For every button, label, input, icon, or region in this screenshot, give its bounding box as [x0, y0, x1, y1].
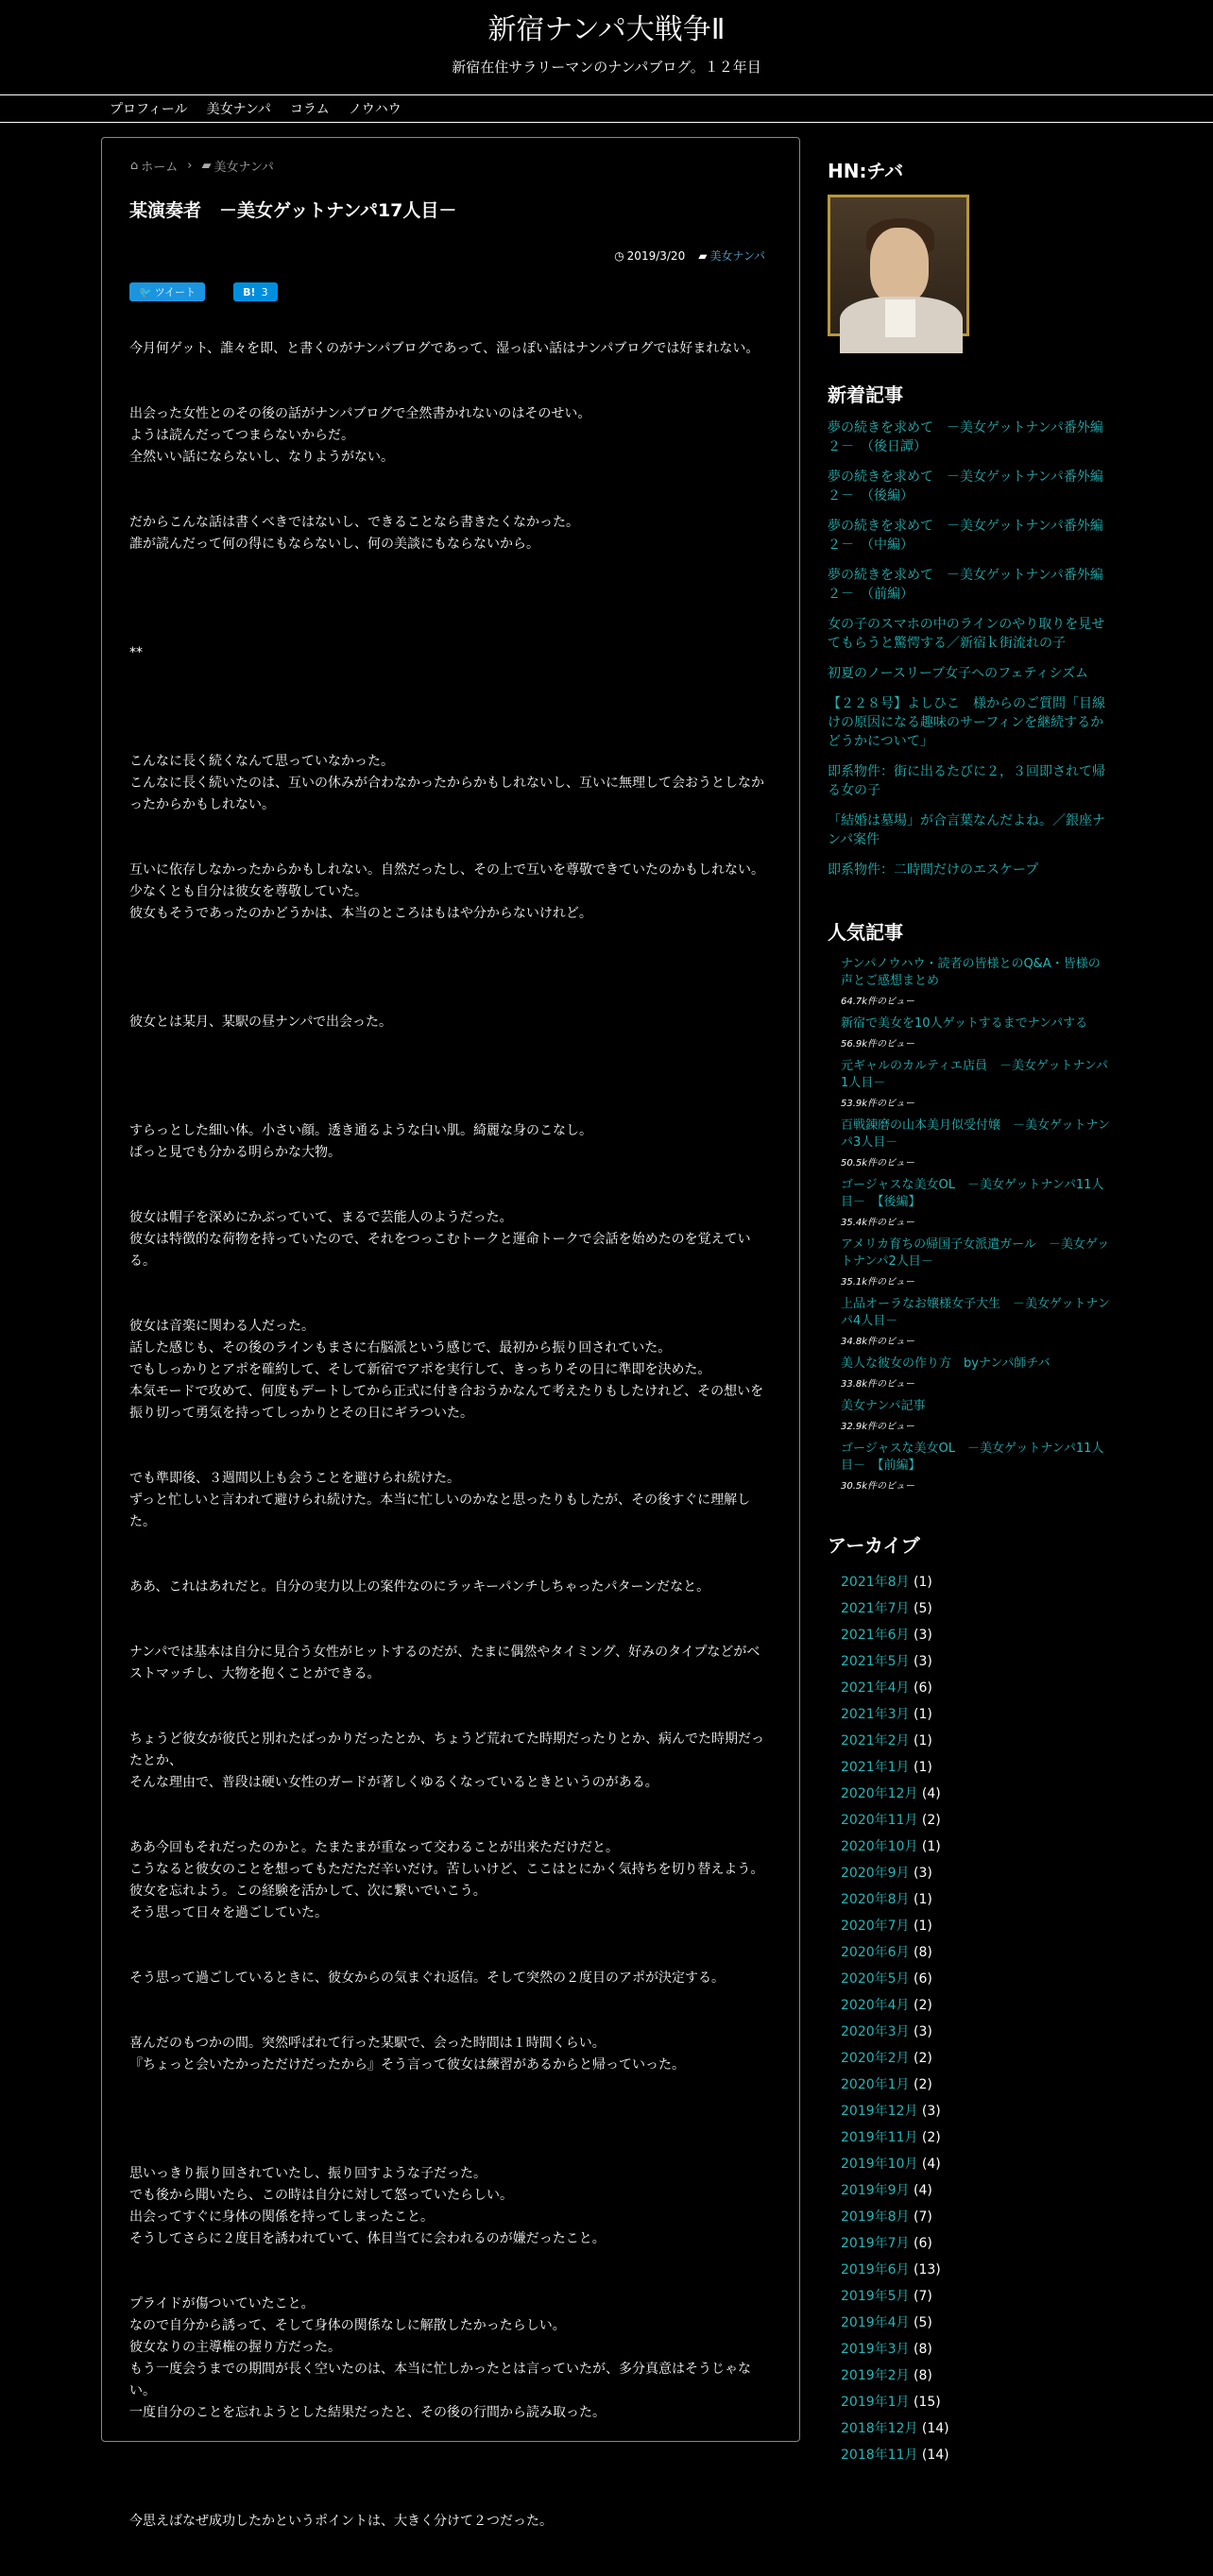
archive-count: (1) — [914, 1575, 932, 1590]
recent-post-link[interactable]: 夢の続きを求めて －美女ゲットナンパ番外編２－ （中編） — [828, 519, 1103, 553]
breadcrumb — [130, 157, 274, 175]
archive-item — [841, 1966, 1111, 1992]
archive-count: (2) — [914, 2051, 932, 2066]
article-paragraph: 今月何ゲット、誰々を即、と書くのがナンパブログであって、湿っぽい話はナンパブログでは好まれない。 — [129, 341, 760, 356]
archive-item — [841, 2257, 1111, 2283]
archive-item — [841, 2045, 1111, 2072]
archive-count: (14) — [921, 2421, 949, 2436]
archive-link[interactable]: 2020年4月 — [841, 1998, 910, 2013]
archive-link[interactable]: 2020年6月 — [841, 1945, 910, 1960]
archive-count: (4) — [914, 2183, 932, 2198]
popular-post-link[interactable]: 上品オーラなお嬢様女子大生 －美女ゲットナンパ4人目－ — [841, 1297, 1110, 1328]
recent-post-link[interactable]: 即系物件：二時間だけのエスケープ — [828, 862, 1039, 878]
archive-item — [841, 2389, 1111, 2415]
archive-item — [841, 2204, 1111, 2230]
view-count: 64.7k件のビュー — [841, 997, 915, 1007]
archive-link[interactable]: 2021年4月 — [841, 1680, 910, 1696]
folder-icon: ▰ — [698, 249, 708, 263]
hatena-label: B! — [243, 285, 256, 299]
archive-item — [841, 2336, 1111, 2363]
archive-item — [841, 2019, 1111, 2045]
archive-item — [841, 2283, 1111, 2310]
article-paragraph: 思いっきり振り回されていたし、振り回すような子だった。 でも後から聞いたら、この時は自分に対して怒っていたらしい。 出会ってすぐに身体の関係を持ってしまったこと。 そうしてさらに２度目を誘われていて、体目当てに会われるのが嫌だったこと。 — [129, 2166, 606, 2246]
article-paragraph: 彼女は帽子を深めにかぶっていて、まるで芸能人のようだった。 彼女は特徴的な荷物を持っていたので、それをつっこむトークと運命トークで会話を始めたのを覚えている。 — [129, 1210, 751, 1269]
archive-count: (1) — [914, 1733, 932, 1749]
view-count: 35.4k件のビュー — [841, 1218, 915, 1228]
breadcrumb-category[interactable]: 美女ナンパ — [214, 161, 274, 175]
archive-item — [841, 1992, 1111, 2019]
article-paragraph: 互いに依存しなかったからかもしれない。自然だったし、その上で互いを尊敬できていたのかもしれない。 少なくとも自分は彼女を尊敬していた。 彼女もそうであったのかどうかは、本当のところはもはや分からないけれど。 — [129, 862, 764, 921]
archive-link[interactable]: 2019年4月 — [841, 2315, 910, 2330]
article-container — [101, 137, 800, 2529]
post-date: 2019/3/20 — [626, 248, 686, 263]
view-count: 56.9k件のビュー — [841, 1039, 915, 1049]
article-paragraph: ああ今回もそれだったのかと。たまたまが重なって交わることが出来ただけだと。 こうなると彼女のことを想ってもただただ辛いだけ。苦しいけど、ここはとにかく気持ちを切り替えよう。 彼女を忘れよう。この経験を活かして、次に繋いでいこう。 そう思って日々を過ごしていた。 — [129, 1840, 764, 1920]
archive-item — [841, 1807, 1111, 1834]
archive-count: (7) — [914, 2289, 932, 2304]
recent-post-link[interactable]: 夢の続きを求めて －美女ゲットナンパ番外編２－ （後編） — [828, 469, 1103, 503]
profile-title: HN:チバ — [828, 160, 904, 182]
archive-link[interactable]: 2020年5月 — [841, 1971, 910, 1987]
article-paragraph: 今思えばなぜ成功したかというポイントは、大きく分けて２つだった。 — [129, 2514, 553, 2529]
article-paragraph: こんなに長く続くなんて思っていなかった。 こんなに長く続いたのは、互いの休みが合わなかったからかもしれないし、互いに無理して会おうとしなかったからかもしれない。 — [129, 754, 764, 812]
article-paragraph: すらっとした細い体。小さい顔。透き通るような白い肌。綺麗な身のこなし。 ぱっと見でも分かる明らかな大物。 — [129, 1123, 592, 1160]
article-paragraph: ナンパでは基本は自分に見合う女性がヒットするのだが、たまに偶然やタイミング、好みのタイプなどがベストマッチし、大物を抱くことができる。 — [129, 1645, 760, 1681]
archive-item — [841, 2310, 1111, 2336]
archive-item — [841, 2230, 1111, 2257]
folder-icon: ▰ — [201, 159, 212, 173]
popular-post-link[interactable]: 美人な彼女の作り方 byナンパ師チバ — [841, 1356, 1051, 1371]
breadcrumb-home[interactable]: ホーム — [141, 161, 179, 175]
archive-item — [841, 1913, 1111, 1939]
archive-link[interactable]: 2020年3月 — [841, 2024, 910, 2039]
archive-link[interactable]: 2019年12月 — [841, 2104, 918, 2119]
archive-link[interactable]: 2020年10月 — [841, 1839, 918, 1854]
archive-count: (2) — [921, 2130, 941, 2145]
nav-item-profile[interactable]: プロフィール — [110, 102, 188, 117]
archive-count: (14) — [921, 2448, 949, 2463]
popular-post-link[interactable]: 百戦錬磨の山本美月似受付嬢 －美女ゲットナンパ3人目－ — [841, 1118, 1110, 1150]
archive-count: (1) — [914, 1707, 932, 1722]
archive-item — [841, 1781, 1111, 1807]
article-paragraph: 出会った女性とのその後の話がナンパブログで全然書かれないのはそのせい。 ようは読んだってつまらないからだ。 全然いい話にならないし、なりようがない。 — [129, 406, 591, 465]
recent-post-link[interactable]: 夢の続きを求めて －美女ゲットナンパ番外編２－ （前編） — [828, 568, 1103, 602]
recent-posts-title: 新着記事 — [828, 384, 903, 406]
twitter-bird-icon: 🐦 — [139, 285, 152, 299]
article-paragraph: 彼女は音楽に関わる人だった。 話した感じも、その後のラインもまさに右脳派という感じで、最初から振り回されていた。 でもしっかりとアポを確約して、そして新宿でアポを実行して、きっちりその日に準即を決めた。 本気モードで攻めて、何度もデートしてから正式に付き合おうかなんて考えたりもしたけれど、その想いを振り切って勇気を持ってしっかりとその日にギラついた。 — [129, 1319, 764, 1421]
archive-link[interactable]: 2019年6月 — [841, 2262, 910, 2277]
archive-link[interactable]: 2021年5月 — [841, 1654, 910, 1669]
archive-link[interactable]: 2019年11月 — [841, 2130, 918, 2145]
archive-link[interactable]: 2019年10月 — [841, 2157, 918, 2172]
popular-posts-list — [828, 956, 1111, 1493]
archive-count: (6) — [914, 1971, 932, 1987]
archive-item — [841, 2415, 1111, 2442]
archive-link[interactable]: 2019年2月 — [841, 2368, 910, 2383]
popular-post-link[interactable]: 新宿で美女を10人ゲットするまでナンパする — [841, 1016, 1088, 1031]
archive-link[interactable]: 2020年11月 — [841, 1813, 918, 1828]
hatena-count: 3 — [261, 285, 268, 299]
archive-link[interactable]: 2020年9月 — [841, 1866, 910, 1881]
article-body — [129, 338, 768, 2576]
popular-post-link[interactable]: 美女ナンパ記事 — [841, 1399, 926, 1413]
archive-count: (3) — [914, 1654, 932, 1669]
article-paragraph: プライドが傷ついていたこと。 なので自分から誘って、そして身体の関係なしに解散したかったらしい。 彼女なりの主導権の握り方だった。 もう一度会うまでの期間が長く空いたのは、本当に忙しかったとは言っていたが、多分真意はそうじゃない。 一度自分のことを忘れようとした結果だったと、その後の行間から読み取った。 — [129, 2296, 751, 2420]
archive-link[interactable]: 2019年5月 — [841, 2289, 910, 2304]
archive-link[interactable]: 2021年6月 — [841, 1628, 910, 1643]
clock-icon: ◷ — [614, 248, 624, 263]
archive-count: (15) — [914, 2395, 941, 2410]
global-nav — [0, 94, 1213, 123]
view-count: 53.9k件のビュー — [841, 1099, 915, 1109]
archive-link[interactable]: 2019年1月 — [841, 2395, 910, 2410]
sidebar — [828, 137, 1111, 2468]
archive-item — [841, 1939, 1111, 1966]
archive-count: (5) — [914, 1601, 932, 1616]
archive-item — [841, 1622, 1111, 1648]
archive-link[interactable]: 2019年7月 — [841, 2236, 910, 2251]
nav-item-knowhow[interactable]: ノウハウ — [348, 102, 401, 117]
view-count: 33.8k件のビュー — [841, 1379, 915, 1390]
archive-item — [841, 2177, 1111, 2204]
nav-item-beauty-nanpa[interactable]: 美女ナンパ — [206, 102, 271, 117]
popular-post-link[interactable]: ゴージャスな美女OL －美女ゲットナンパ11人目－ 【前編】 — [841, 1442, 1104, 1473]
archive-link[interactable]: 2021年3月 — [841, 1707, 910, 1722]
archive-link[interactable]: 2021年1月 — [841, 1760, 910, 1775]
recent-post-link[interactable]: 【２２８号】よしひこ 様からのご質問「目線けの原因になる趣味のサーフィンを継続するかどうかについて」 — [828, 696, 1105, 749]
article-paragraph: でも準即後、３週間以上も会うことを避けられ続けた。 ずっと忙しいと言われて避けられ続けた。本当に忙しいのかなと思ったりもしたが、その後すぐに理解した。 — [129, 1471, 751, 1529]
view-count: 30.5k件のビュー — [841, 1481, 915, 1492]
popular-post-link[interactable]: ナンパノウハウ・読者の皆様とのQ&A・皆様の声とご感想まとめ — [841, 957, 1101, 988]
archive-link[interactable]: 2019年9月 — [841, 2183, 910, 2198]
archive-title: アーカイブ — [828, 1534, 920, 1557]
archive-count: (1) — [914, 1892, 932, 1907]
archive-link[interactable]: 2020年7月 — [841, 1919, 910, 1934]
archive-count: (5) — [914, 2315, 932, 2330]
archive-count: (8) — [914, 2342, 932, 2357]
archive-count: (8) — [914, 1945, 932, 1960]
archive-link[interactable]: 2019年8月 — [841, 2209, 910, 2225]
article-paragraph: だからこんな話は書くべきではないし、できることなら書きたくなかった。 誰が読んだって何の得にもならないし、何の美談にもならないから。 — [129, 515, 579, 552]
archive-item — [841, 2363, 1111, 2389]
recent-post-link[interactable]: 女の子のスマホの中のラインのやり取りを見せてもらうと驚愕する／新宿ｋ街流れの子 — [828, 617, 1105, 651]
archive-item — [841, 1886, 1111, 1913]
archive-count: (3) — [914, 2024, 932, 2039]
article-meta — [614, 247, 765, 264]
recent-post-link[interactable]: 即系物件：街に出るたびに２，３回即されて帰る女の子 — [828, 764, 1105, 798]
archive-count: (2) — [914, 1998, 932, 2013]
archive-link[interactable]: 2018年12月 — [841, 2421, 918, 2436]
archive-count: (6) — [914, 1680, 932, 1696]
site-title[interactable]: 新宿ナンパ大戦争Ⅱ — [487, 13, 726, 46]
archive-link[interactable]: 2021年8月 — [841, 1575, 910, 1590]
article-paragraph: 彼女とは某月、某駅の昼ナンパで出会った。 — [129, 1015, 393, 1030]
avatar — [828, 195, 969, 336]
nav-item-column[interactable]: コラム — [289, 102, 330, 117]
archive-link[interactable]: 2020年8月 — [841, 1892, 910, 1907]
archive-item — [841, 1675, 1111, 1701]
popular-posts-title: 人気記事 — [828, 921, 903, 944]
archive-list — [828, 1569, 1111, 2468]
archive-link[interactable]: 2019年3月 — [841, 2342, 910, 2357]
archive-count: (13) — [914, 2262, 941, 2277]
archive-item — [841, 1728, 1111, 1754]
archive-item — [841, 2442, 1111, 2468]
recent-posts-list — [828, 418, 1111, 879]
popular-post-link[interactable]: アメリカ育ちの帰国子女派遣ガール －美女ゲットナンパ2人目－ — [841, 1237, 1110, 1269]
share-buttons — [129, 282, 278, 301]
article-paragraph: そう思って過ごしているときに、彼女からの気まぐれ返信。そして突然の２度目のアポが決定する。 — [129, 1970, 725, 1986]
archive-item — [841, 1834, 1111, 1860]
chevron-right-icon: › — [187, 159, 193, 173]
archive-link[interactable]: 2020年2月 — [841, 2051, 910, 2066]
tweet-button[interactable] — [129, 282, 205, 301]
archive-link[interactable]: 2018年11月 — [841, 2448, 918, 2463]
recent-post-link[interactable]: 「結婚は墓場」が合言葉なんだよね。／銀座ナンパ案件 — [828, 813, 1105, 847]
archive-count: (6) — [914, 2236, 932, 2251]
archive-count: (4) — [921, 1786, 941, 1801]
view-count: 32.9k件のビュー — [841, 1422, 915, 1432]
site-description: 新宿在住サラリーマンのナンパブログ。１２年目 — [452, 59, 761, 76]
view-count: 34.8k件のビュー — [841, 1337, 915, 1347]
post-category-link[interactable]: 美女ナンパ — [709, 249, 765, 263]
archive-count: (1) — [921, 1839, 941, 1854]
archive-count: (4) — [921, 2157, 941, 2172]
archive-item — [841, 2151, 1111, 2177]
archive-item — [841, 1860, 1111, 1886]
recent-post-link[interactable]: 初夏のノースリーブ女子へのフェティシズム — [828, 666, 1088, 681]
archive-link[interactable]: 2020年12月 — [841, 1786, 918, 1801]
tweet-label: ツイート — [154, 286, 196, 299]
article-title: 某演奏者 －美女ゲットナンパ17人目－ — [129, 200, 457, 221]
archive-count: (8) — [914, 2368, 932, 2383]
archive-item — [841, 1754, 1111, 1781]
archive-count: (1) — [914, 1919, 932, 1934]
archive-item — [841, 2098, 1111, 2124]
popular-post-link[interactable]: ゴージャスな美女OL －美女ゲットナンパ11人目－ 【後編】 — [841, 1178, 1104, 1209]
article-paragraph: ** — [129, 645, 143, 660]
recent-post-link[interactable]: 夢の続きを求めて －美女ゲットナンパ番外編２－ （後日譚） — [828, 420, 1103, 454]
hatena-bookmark-button[interactable] — [233, 282, 277, 301]
home-icon: ⌂ — [130, 159, 139, 173]
site-header — [0, 0, 1213, 94]
archive-count: (3) — [914, 1628, 932, 1643]
archive-count: (7) — [914, 2209, 932, 2225]
archive-item — [841, 1648, 1111, 1675]
archive-count: (3) — [914, 1866, 932, 1881]
view-count: 35.1k件のビュー — [841, 1277, 915, 1288]
archive-item — [841, 2124, 1111, 2151]
article-paragraph: ああ、これはあれだと。自分の実力以上の案件なのにラッキーパンチしちゃったパターンだなと。 — [129, 1579, 710, 1595]
archive-count: (2) — [921, 1813, 941, 1828]
archive-item — [841, 1595, 1111, 1622]
article-paragraph: 喜んだのもつかの間。突然呼ばれて行った某駅で、会った時間は１時間くらい。 『ちょっと会いたかっただけだったから』そう言って彼女は練習があるからと帰っていった。 — [129, 2036, 685, 2073]
archive-count: (3) — [921, 2104, 941, 2119]
archive-link[interactable]: 2020年1月 — [841, 2077, 910, 2092]
article-paragraph: ちょうど彼女が彼氏と別れたばっかりだったとか、ちょうど荒れてた時期だったりとか、病んでた時期だったとか、 そんな理由で、普段は硬い女性のガードが著しくゆるくなっているときというのがある。 — [129, 1732, 764, 1790]
popular-post-link[interactable]: 元ギャルのカルティエ店員 －美女ゲットナンパ1人目－ — [841, 1059, 1108, 1090]
archive-link[interactable]: 2021年2月 — [841, 1733, 910, 1749]
archive-item — [841, 1569, 1111, 1595]
archive-count: (2) — [914, 2077, 932, 2092]
archive-link[interactable]: 2021年7月 — [841, 1601, 910, 1616]
archive-item — [841, 1701, 1111, 1728]
view-count: 50.5k件のビュー — [841, 1158, 915, 1169]
archive-item — [841, 2072, 1111, 2098]
archive-count: (1) — [914, 1760, 932, 1775]
